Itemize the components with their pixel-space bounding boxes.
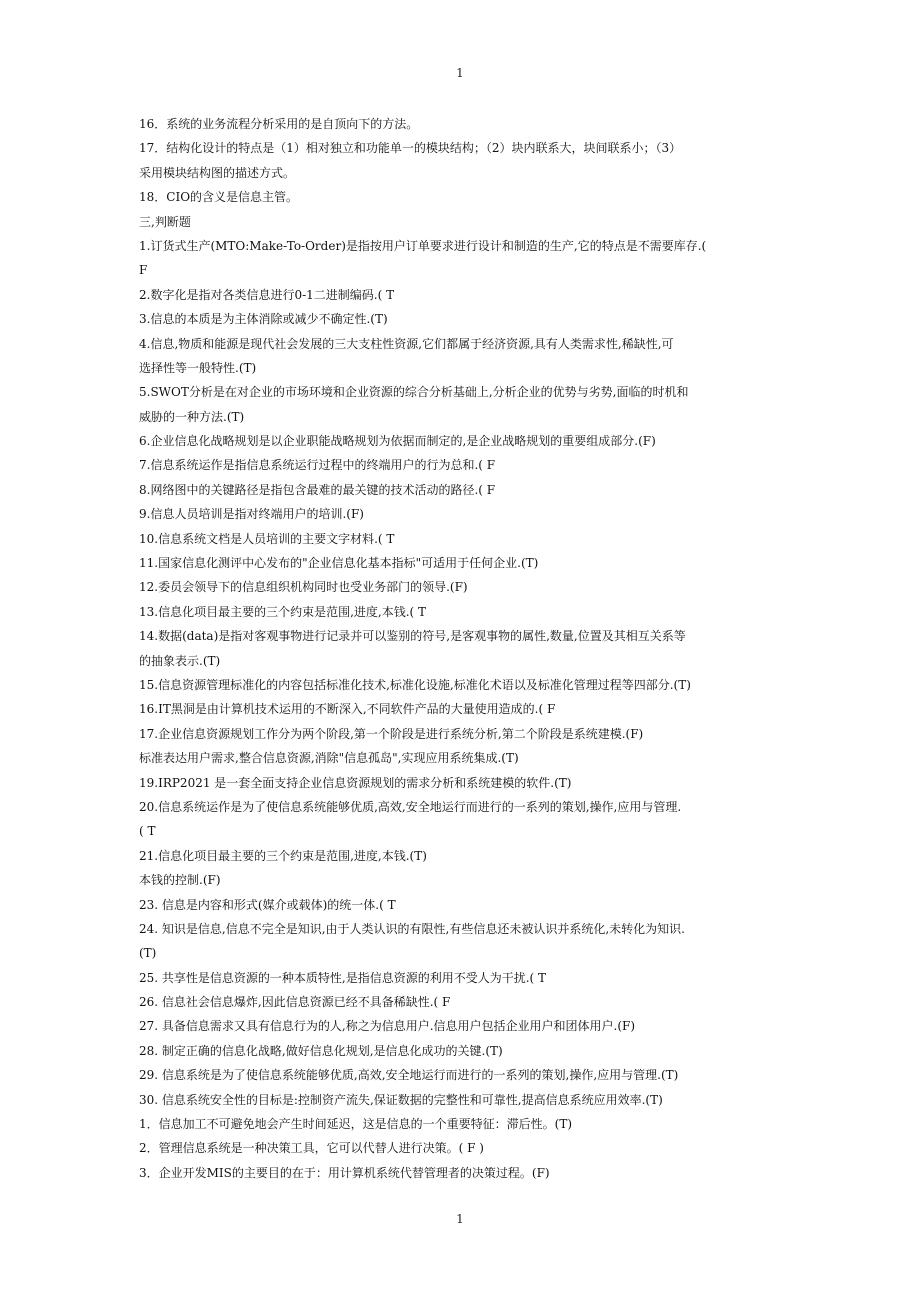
page-number-top: 1 — [456, 66, 464, 80]
text-line: 25. 共享性是信息资源的一种本质特性,是指信息资源的利用不受人为干扰.( T — [139, 970, 547, 985]
text-line: 20.信息系统运作是为了使信息系统能够优质,高效,安全地运行而进行的一系列的策划,操作,应用与管理. — [139, 799, 682, 814]
text-line: 3.信息的本质是为主体消除或减少不确定性.(T) — [139, 312, 388, 327]
text-line: 27. 具备信息需求又具有信息行为的人,称之为信息用户.信息用户包括企业用户和团体用户.(F) — [139, 1019, 636, 1034]
text-line: 16．系统的业务流程分析采用的是自顶向下的方法。 — [139, 117, 419, 131]
text-line: 1.订货式生产(MTO:Make-To-Order)是指按用户订单要求进行设计和制造的生产,它的特点是不需要库存.( — [139, 238, 707, 253]
text-line: 2.数字化是指对各类信息进行0-1二进制编码.( T — [139, 287, 395, 302]
text-line: 采用模块结构图的描述方式。 — [139, 165, 296, 180]
text-line: (T) — [139, 946, 157, 961]
text-line: 24. 知识是信息,信息不完全是知识,由于人类认识的有限性,有些信息还未被认识并系统化,未转化为知识. — [139, 921, 685, 936]
text-line: 5.SWOT分析是在对企业的市场环境和企业资源的综合分析基础上,分析企业的优势与劣势,面临的时机和 — [139, 385, 689, 400]
text-line: 选择性等一般特性.(T) — [139, 360, 257, 375]
text-line: 26. 信息社会信息爆炸,因此信息资源已经不具备稀缺性.( F — [139, 995, 451, 1010]
text-line: 威胁的一种方法.(T) — [139, 409, 245, 424]
text-line: 1．信息加工不可避免地会产生时间延迟，这是信息的一个重要特征：滞后性。(T) — [139, 1117, 573, 1132]
text-line: 30. 信息系统安全性的目标是:控制资产流失,保证数据的完整性和可靠性,提高信息系统应用效率.(T) — [139, 1092, 663, 1107]
text-line: 13.信息化项目最主要的三个约束是范围,进度,本钱.( T — [139, 604, 427, 619]
text-line: 15.信息资源管理标准化的内容包括标准化技术,标准化设施,标准化术语以及标准化管理过程等四部分.(T) — [139, 677, 691, 692]
text-line: 三,判断题 — [139, 214, 191, 229]
text-line: ( T — [139, 824, 156, 839]
text-line: 14.数据(data)是指对客观事物进行记录并可以鉴别的符号,是客观事物的属性,数量,位置及其相互关系等 — [139, 629, 686, 644]
text-line: 2．管理信息系统是一种决策工具，它可以代替人进行决策。( F ) — [139, 1141, 484, 1156]
page-number-bottom: 1 — [456, 1212, 464, 1226]
text-line: 16.IT黑洞是由计算机技术运用的不断深入,不同软件产品的大量使用造成的.( F — [139, 702, 556, 717]
text-line: 11.国家信息化测评中心发布的"企业信息化基本指标"可适用于任何企业.(T) — [139, 556, 539, 571]
text-line: 17．结构化设计的特点是（1）相对独立和功能单一的模块结构；（2）块内联系大，块间联系小；（3） — [139, 141, 682, 156]
text-line: 本钱的控制.(F) — [139, 873, 221, 888]
text-line: 3．企业开发MIS的主要目的在于：用计算机系统代替管理者的决策过程。(F) — [139, 1165, 550, 1180]
text-line: 4.信息,物质和能源是现代社会发展的三大支柱性资源,它们都属于经济资源,具有人类需求性,稀缺性,可 — [139, 336, 674, 351]
text-line: F — [139, 263, 148, 278]
text-line: 28. 制定正确的信息化战略,做好信息化规划,是信息化成功的关键.(T) — [139, 1043, 503, 1058]
text-line: 10.信息系统文档是人员培训的主要文字材料.( T — [139, 531, 395, 546]
text-line: 29. 信息系统是为了使信息系统能够优质,高效,安全地运行而进行的一系列的策划,操作,应用与管理.(T) — [139, 1068, 679, 1083]
text-line: 的抽象表示.(T) — [139, 653, 221, 668]
text-line: 标准表达用户需求,整合信息资源,消除"信息孤岛",实现应用系统集成.(T) — [139, 751, 519, 766]
text-line: 19.IRP2021 是一套全面支持企业信息资源规划的需求分析和系统建模的软件.(T) — [139, 775, 572, 790]
text-line: 8.网络图中的关键路径是指包含最难的最关键的技术活动的路径.( F — [139, 482, 496, 497]
text-line: 23. 信息是内容和形式(媒介或载体)的统一体.( T — [139, 897, 396, 912]
text-line: 21.信息化项目最主要的三个约束是范围,进度,本钱.(T) — [139, 848, 427, 863]
text-line: 9.信息人员培训是指对终端用户的培训.(F) — [139, 507, 364, 522]
document-body — [139, 112, 789, 1185]
text-line: 6.企业信息化战略规划是以企业职能战略规划为依据而制定的,是企业战略规划的重要组成部分.(F) — [139, 434, 656, 449]
text-line: 12.委员会领导下的信息组织机构同时也受业务部门的领导.(F) — [139, 580, 468, 595]
text-line: 17.企业信息资源规划工作分为两个阶段,第一个阶段是进行系统分析,第二个阶段是系统建模.(F) — [139, 726, 644, 741]
text-line: 7.信息系统运作是指信息系统运行过程中的终端用户的行为总和.( F — [139, 458, 496, 473]
text-line: 18．CIO的含义是信息主管。 — [139, 190, 299, 205]
